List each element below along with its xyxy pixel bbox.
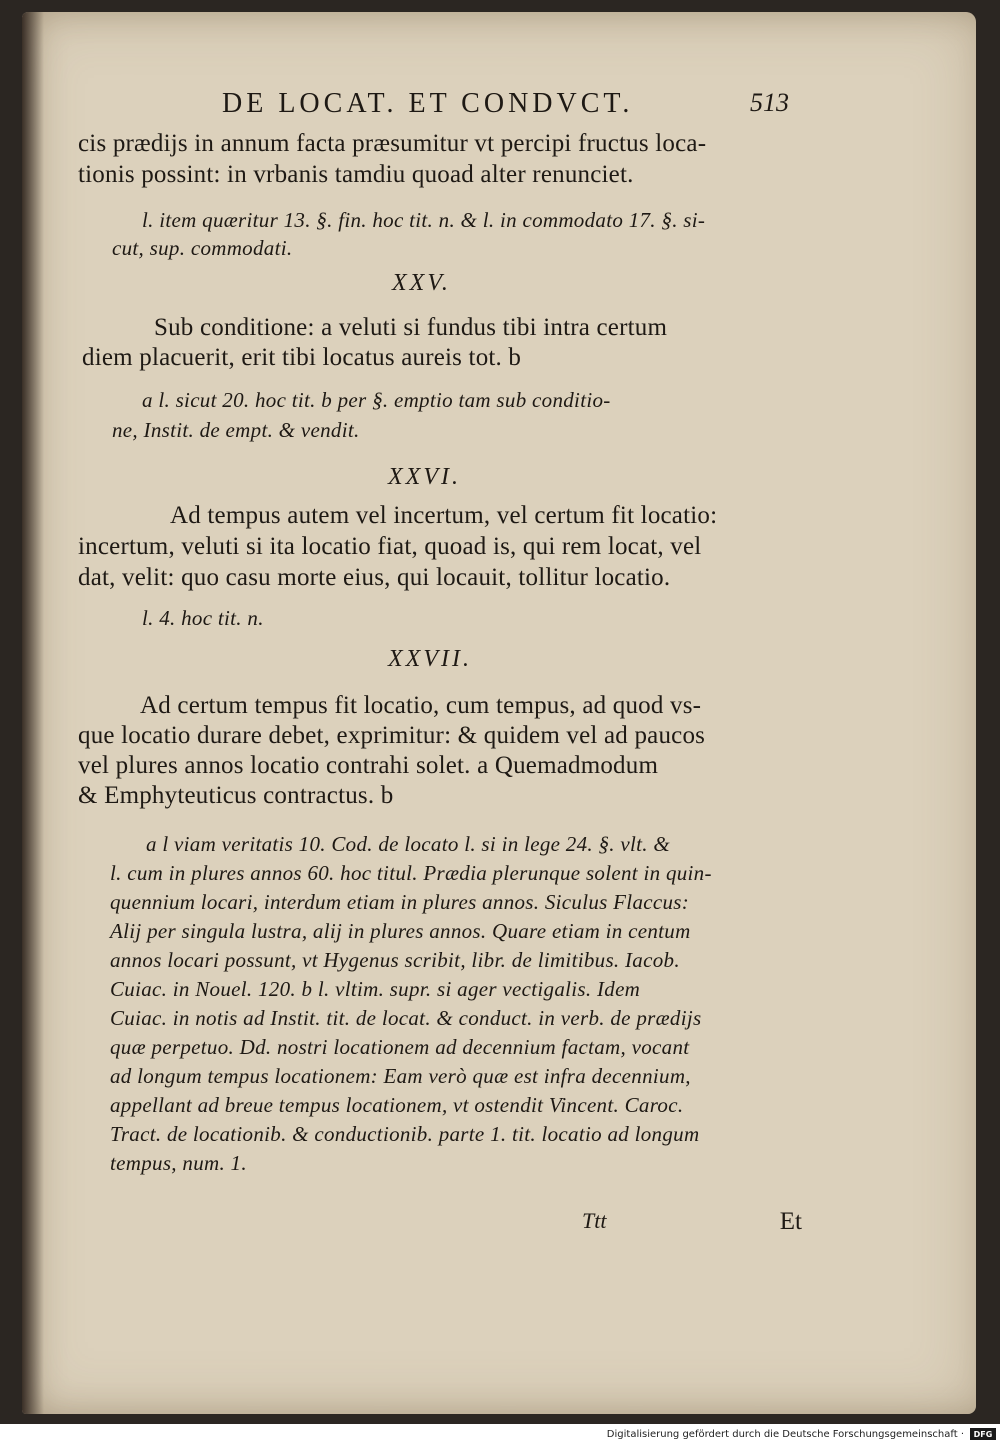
page-edge-shadow <box>22 12 44 1414</box>
note-line: a l viam veritatis 10. Cod. de locato l. si in lege 24. §. vlt. & <box>146 832 671 856</box>
note-line: l. 4. hoc tit. n. <box>142 606 264 630</box>
note-line: ne, Instit. de empt. & vendit. <box>112 418 360 442</box>
section-numeral: XXVI. <box>388 464 461 490</box>
catchwords-row <box>582 1208 802 1242</box>
body-line: tionis possint: in vrbanis tamdiu quoad alter renunciet. <box>78 161 634 188</box>
body-line: incertum, veluti si ita locatio fiat, quoad is, qui rem locat, vel <box>78 533 702 560</box>
signature-mark: Ttt <box>582 1208 607 1233</box>
note-line: quennium locari, interdum etiam in plures annos. Siculus Flaccus: <box>110 890 690 914</box>
note-line: appellant ad breue tempus locationem, vt ostendit Vincent. Caroc. <box>110 1093 684 1117</box>
section-numeral: XXVII. <box>388 646 472 672</box>
body-line: cis prædijs in annum facta præsumitur vt percipi fructus loca- <box>78 130 707 157</box>
note-line: Alij per singula lustra, alij in plures annos. Quare etiam in centum <box>110 919 691 943</box>
digitization-credit: Digitalisierung gefördert durch die Deutsche Forschungsgemeinschaft · <box>606 1428 964 1440</box>
note-line: quæ perpetuo. Dd. nostri locationem ad decennium factam, vocant <box>110 1035 690 1059</box>
body-line: diem placuerit, erit tibi locatus aureis tot. b <box>82 344 522 371</box>
running-head: DE LOCAT. ET CONDVCT. <box>222 88 634 119</box>
section-numeral: XXV. <box>392 270 451 296</box>
note-line: a l. sicut 20. hoc tit. b per §. emptio tam sub conditio- <box>142 388 611 412</box>
body-line: Ad certum tempus fit locatio, cum tempus, ad quod vs- <box>140 692 702 719</box>
body-line: vel plures annos locatio contrahi solet. a Quemadmodum <box>78 752 659 779</box>
body-line: que locatio durare debet, exprimitur: & quidem vel ad paucos <box>78 722 706 749</box>
note-line: ad longum tempus locationem: Eam verò quæ est infra decennium, <box>110 1064 691 1088</box>
note-line: tempus, num. 1. <box>110 1151 247 1175</box>
note-line: Cuiac. in notis ad Instit. tit. de locat. & conduct. in verb. de prædijs <box>110 1006 702 1030</box>
note-line: l. cum in plures annos 60. hoc titul. Prædia plerunque solent in quin- <box>110 861 712 885</box>
note-line: annos locari possunt, vt Hygenus scribit, libr. de limitibus. Iacob. <box>110 948 680 972</box>
note-line: cut, sup. commodati. <box>112 236 293 260</box>
note-line: l. item quæritur 13. §. fin. hoc tit. n. & l. in commodato 17. §. si- <box>142 208 706 232</box>
catchword: Et <box>779 1208 802 1235</box>
dfg-logo: DFG <box>970 1428 996 1440</box>
body-line: & Emphyteuticus contractus. b <box>78 782 394 809</box>
digitization-credit-bar <box>600 1426 1000 1442</box>
body-line: Sub conditione: a veluti si fundus tibi intra certum <box>154 314 668 341</box>
body-line: dat, velit: quo casu morte eius, qui locauit, tollitur locatio. <box>78 564 671 591</box>
note-line: Cuiac. in Nouel. 120. b l. vltim. supr. si ager vectigalis. Idem <box>110 977 641 1001</box>
body-line: Ad tempus autem vel incertum, vel certum fit locatio: <box>170 502 718 529</box>
book-page <box>22 12 976 1414</box>
page-number: 513 <box>750 88 789 117</box>
note-line: Tract. de locationib. & conductionib. parte 1. tit. locatio ad longum <box>110 1122 700 1146</box>
